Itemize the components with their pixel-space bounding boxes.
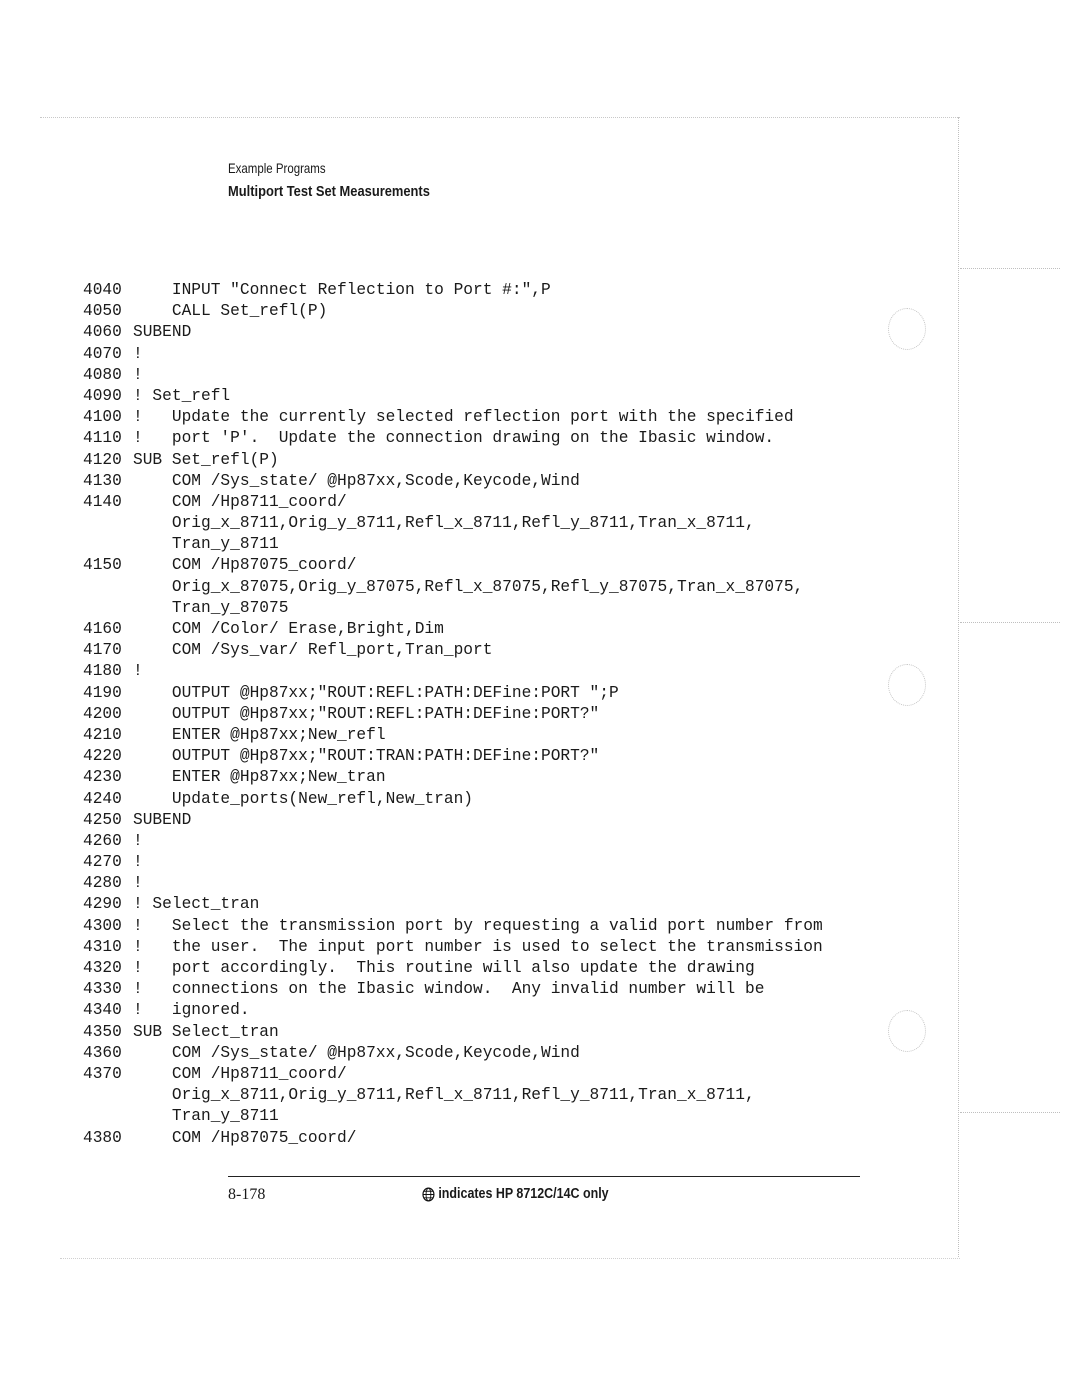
code-line	[83, 831, 823, 852]
code-line	[83, 322, 823, 343]
line-text: ! Set_refl	[133, 386, 231, 405]
code-line	[83, 450, 823, 471]
binder-hole	[888, 664, 926, 706]
line-text: Tran_y_87075	[133, 598, 289, 617]
code-line	[83, 979, 823, 1000]
line-number: 4130	[83, 471, 122, 490]
line-text: OUTPUT @Hp87xx;"ROUT:REFL:PATH:DEFine:PORT?"	[133, 704, 600, 723]
line-number: 4330	[83, 980, 122, 999]
line-text: COM /Hp8711_coord/	[133, 1064, 347, 1083]
code-line	[83, 683, 823, 704]
line-text: ! ignored.	[133, 1001, 250, 1020]
line-number: 4200	[83, 704, 122, 723]
code-line	[83, 301, 823, 322]
line-number: 4190	[83, 683, 122, 702]
code-line	[83, 1022, 823, 1043]
line-number: 4290	[83, 895, 122, 914]
code-line	[83, 1043, 823, 1064]
line-text: ENTER @Hp87xx;New_refl	[133, 725, 386, 744]
line-number: 4280	[83, 874, 122, 893]
line-text: !	[133, 344, 143, 363]
code-line	[83, 661, 823, 682]
code-line	[83, 894, 823, 915]
line-text: Orig_x_87075,Orig_y_87075,Refl_x_87075,Refl_y_87075,Tran_x_87075,	[133, 577, 804, 596]
line-number: 4070	[83, 344, 122, 363]
line-number: 4270	[83, 853, 122, 872]
code-line	[83, 365, 823, 386]
code-line	[83, 344, 823, 365]
code-line	[83, 852, 823, 873]
line-text: OUTPUT @Hp87xx;"ROUT:REFL:PATH:DEFine:PORT ";P	[133, 683, 619, 702]
code-line	[83, 1064, 823, 1085]
line-number: 4350	[83, 1022, 122, 1041]
line-text: Update_ports(New_refl,New_tran)	[133, 789, 473, 808]
code-listing	[83, 280, 823, 1149]
binder-hole	[888, 308, 926, 350]
line-text: ! Select the transmission port by requesting a valid port number from	[133, 916, 823, 935]
code-line	[83, 746, 823, 767]
margin-tick	[960, 268, 1060, 269]
section-label: Example Programs	[228, 160, 326, 176]
footer-note-text: indicates HP 8712C/14C only	[438, 1186, 609, 1202]
code-line	[83, 1000, 823, 1021]
page-number: 8-178	[228, 1186, 266, 1203]
code-line	[83, 958, 823, 979]
line-number: 4140	[83, 492, 122, 511]
line-text: OUTPUT @Hp87xx;"ROUT:TRAN:PATH:DEFine:PORT?"	[133, 747, 600, 766]
code-line	[83, 555, 823, 576]
code-line	[83, 534, 823, 555]
line-text: Tran_y_8711	[133, 535, 279, 554]
code-line	[83, 280, 823, 301]
line-text: ! Update the currently selected reflection port with the specified	[133, 408, 794, 427]
line-text: ! Select_tran	[133, 895, 260, 914]
code-line	[83, 513, 823, 534]
line-text: COM /Hp87075_coord/	[133, 1128, 357, 1147]
code-line	[83, 810, 823, 831]
line-number: 4310	[83, 937, 122, 956]
line-number: 4380	[83, 1128, 122, 1147]
line-text: SUBEND	[133, 323, 192, 342]
line-text: !	[133, 662, 143, 681]
line-number: 4100	[83, 408, 122, 427]
code-line	[83, 1106, 823, 1127]
code-line	[83, 598, 823, 619]
line-text: SUB Set_refl(P)	[133, 450, 279, 469]
line-text: CALL Set_refl(P)	[133, 302, 328, 321]
line-text: !	[133, 365, 143, 384]
line-number: 4120	[83, 450, 122, 469]
line-text: COM /Sys_state/ @Hp87xx,Scode,Keycode,Wind	[133, 1043, 580, 1062]
line-number: 4340	[83, 1001, 122, 1020]
line-number: 4050	[83, 302, 122, 321]
line-number: 4250	[83, 810, 122, 829]
footer-note	[422, 1186, 609, 1202]
code-line	[83, 640, 823, 661]
line-text: COM /Color/ Erase,Bright,Dim	[133, 620, 444, 638]
code-line	[83, 725, 823, 746]
code-line	[83, 704, 823, 725]
line-text: INPUT "Connect Reflection to Port #:",P	[133, 281, 551, 299]
line-text: !	[133, 853, 143, 872]
line-text: ! the user. The input port number is used to select the transmission	[133, 937, 823, 956]
line-number: 4090	[83, 386, 122, 405]
margin-tick	[960, 1112, 1060, 1113]
globe-icon	[422, 1187, 435, 1202]
line-number: 4300	[83, 916, 122, 935]
line-number: 4260	[83, 831, 122, 850]
line-number: 4360	[83, 1043, 122, 1062]
code-line	[83, 619, 823, 640]
line-text: Orig_x_8711,Orig_y_8711,Refl_x_8711,Refl_y_8711,Tran_x_8711,	[133, 514, 755, 533]
line-number: 4040	[83, 281, 122, 299]
line-number: 4160	[83, 620, 122, 638]
code-line	[83, 471, 823, 492]
margin-tick	[960, 622, 1060, 623]
line-number: 4210	[83, 725, 122, 744]
line-text: SUBEND	[133, 810, 192, 829]
line-number: 4110	[83, 429, 122, 448]
code-line	[83, 1085, 823, 1106]
line-text: Tran_y_8711	[133, 1107, 279, 1126]
scan-edge-bottom	[60, 1258, 960, 1259]
line-number: 4080	[83, 365, 122, 384]
line-text: ! port 'P'. Update the connection drawing on the Ibasic window.	[133, 429, 775, 448]
line-text: COM /Hp87075_coord/	[133, 556, 357, 575]
line-number: 4220	[83, 747, 122, 766]
line-number: 4370	[83, 1064, 122, 1083]
line-number: 4240	[83, 789, 122, 808]
line-text: COM /Sys_var/ Refl_port,Tran_port	[133, 641, 493, 660]
line-text: !	[133, 831, 143, 850]
line-text: !	[133, 874, 143, 893]
code-line	[83, 428, 823, 449]
line-number: 4230	[83, 768, 122, 787]
code-line	[83, 577, 823, 598]
line-text: ! connections on the Ibasic window. Any invalid number will be	[133, 980, 765, 999]
line-text: ENTER @Hp87xx;New_tran	[133, 768, 386, 787]
footer-rule	[228, 1176, 860, 1177]
code-line	[83, 492, 823, 513]
line-number: 4170	[83, 641, 122, 660]
scan-edge-right	[958, 117, 959, 1257]
line-text: COM /Sys_state/ @Hp87xx,Scode,Keycode,Wind	[133, 471, 580, 490]
code-line	[83, 916, 823, 937]
scan-edge-top	[40, 117, 960, 118]
binder-hole	[888, 1010, 926, 1052]
code-line	[83, 789, 823, 810]
line-text: Orig_x_8711,Orig_y_8711,Refl_x_8711,Refl_y_8711,Tran_x_8711,	[133, 1086, 755, 1105]
line-number: 4060	[83, 323, 122, 342]
code-line	[83, 1128, 823, 1149]
line-number: 4180	[83, 662, 122, 681]
line-number: 4150	[83, 556, 122, 575]
line-text: ! port accordingly. This routine will also update the drawing	[133, 959, 755, 977]
page-title: Multiport Test Set Measurements	[228, 183, 430, 200]
line-number: 4320	[83, 959, 122, 977]
code-line	[83, 767, 823, 788]
code-line	[83, 873, 823, 894]
code-line	[83, 937, 823, 958]
code-line	[83, 407, 823, 428]
line-text: COM /Hp8711_coord/	[133, 492, 347, 511]
line-text: SUB Select_tran	[133, 1022, 279, 1041]
code-line	[83, 386, 823, 407]
